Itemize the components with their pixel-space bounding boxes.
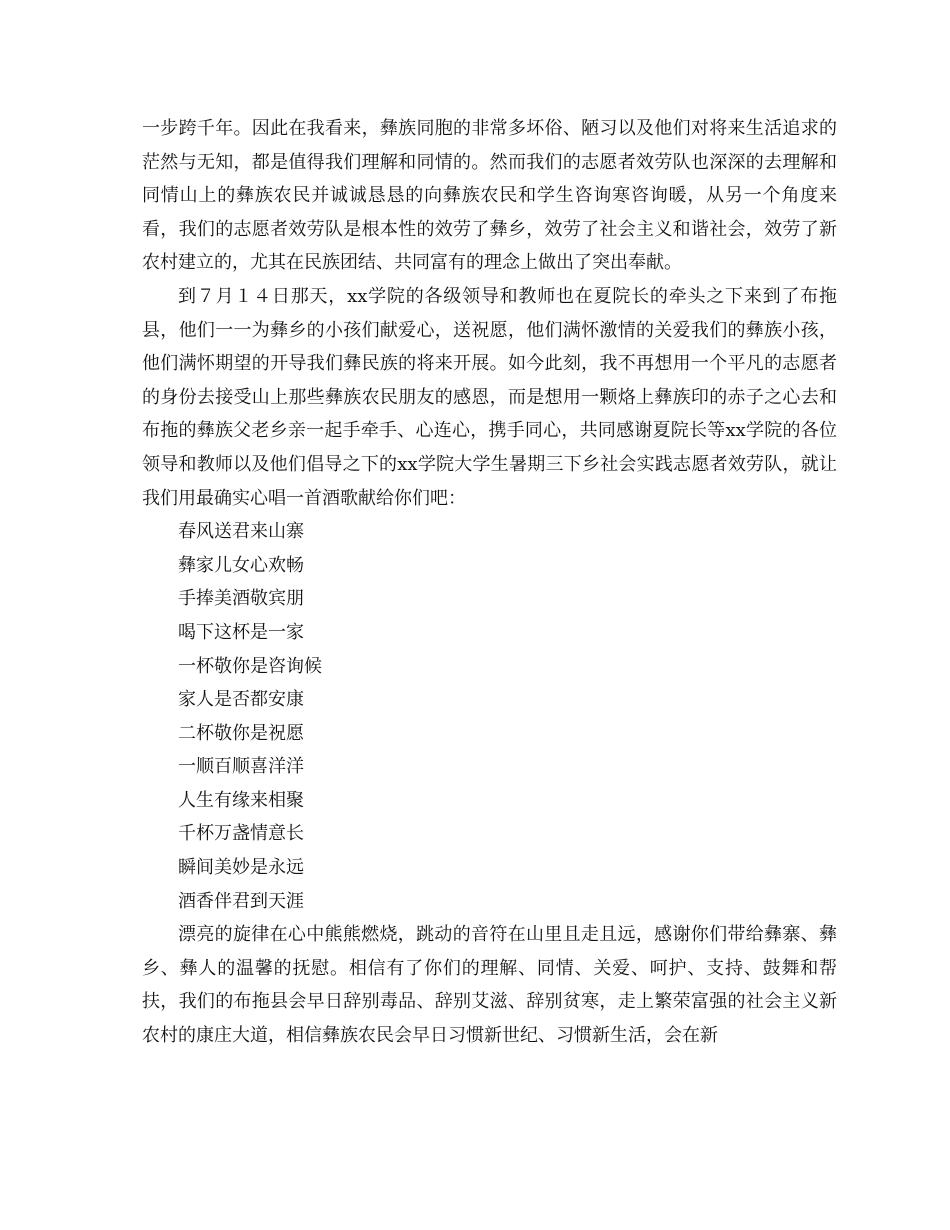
paragraph-gratitude: 漂亮的旋律在心中熊熊燃烧，跳动的音符在山里且走且远，感谢你们带给彝寨、彝乡、彝人的温馨的抚慰。相信有了你们的理解、同情、关爱、呵护、支持、鼓舞和帮扶，我们的布拖县会早日辞别毒品、辞别艾滋、辞别贫寒，走上繁荣富强的社会主义新农村的康庄大道，相信彝族农民会早日习惯新世纪、习惯新生活，会在新 xyxy=(142,924,837,1047)
song-line: 手捧美酒敬宾朋 xyxy=(178,588,304,610)
song-line: 酒香伴君到天涯 xyxy=(178,890,304,912)
song-line: 瞬间美妙是永远 xyxy=(178,857,304,879)
song-line: 千杯万盏情意长 xyxy=(178,823,304,845)
paragraph-continuation: 一步跨千年。因此在我看来，彝族同胞的非常多坏俗、陋习以及他们对将来生活追求的茫然与无知，都是值得我们理解和同情的。然而我们的志愿者效劳队也深深的去理解和同情山上的彝族农民并诚诚恳恳的向彝族农民和学生咨询寒咨询暖，从另一个角度来看，我们的志愿者效劳队是根本性的效劳了彝乡，效劳了社会主义和谐社会，效劳了新农村建立的，尤其在民族团结、共同富有的理念上做出了突出奉献。 xyxy=(142,118,837,274)
document-body xyxy=(142,112,837,1053)
song-lyrics xyxy=(142,515,837,918)
paragraph-visit: 到７月１４日那天，xx学院的各级领导和教师也在夏院长的牵头之下来到了布拖县，他们一一为彝乡的小孩们献爱心，送祝愿，他们满怀激情的关爱我们的彝族小孩，他们满怀期望的开导我们彝民族的将来开展。如今此刻，我不再想用一个平凡的志愿者的身份去接受山上那些彝族农民朋友的感恩，而是想用一颗烙上彝族印的赤子之心去和布拖的彝族父老乡亲一起手牵手、心连心，携手同心，共同感谢夏院长等xx学院的各位领导和教师以及他们倡导之下的xx学院大学生暑期三下乡社会实践志愿者效劳队，就让我们用最确实心唱一首酒歌献给你们吧： xyxy=(142,285,837,509)
song-line: 春风送君来山寨 xyxy=(178,521,304,543)
song-line: 家人是否都安康 xyxy=(178,689,304,711)
song-line: 一顺百顺喜洋洋 xyxy=(178,756,304,778)
song-line: 二杯敬你是祝愿 xyxy=(178,722,304,744)
song-line: 人生有缘来相聚 xyxy=(178,789,304,811)
song-line: 彝家儿女心欢畅 xyxy=(178,554,304,576)
song-line: 喝下这杯是一家 xyxy=(178,621,304,643)
song-line: 一杯敬你是咨询候 xyxy=(178,655,322,677)
